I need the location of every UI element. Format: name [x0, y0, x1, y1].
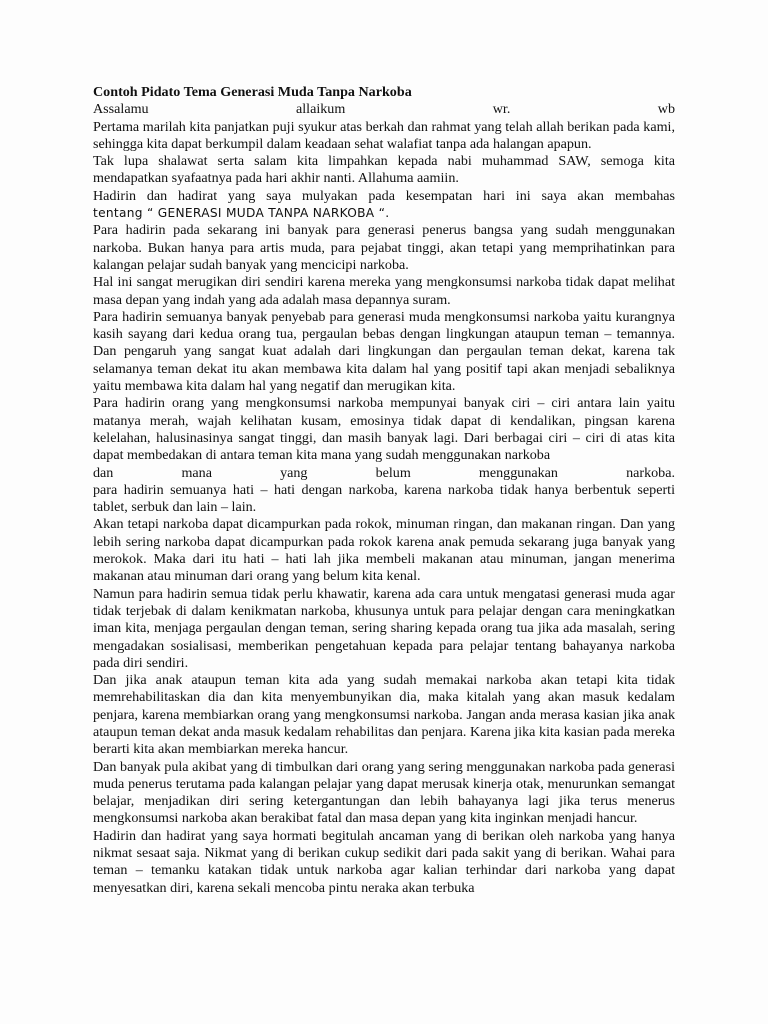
- paragraph-4: Para hadirin pada sekarang ini banyak para generasi penerus bangsa yang sudah menggunakan narkoba. Bukan hanya para artis muda, para pejabat tinggi, akan tetapi yang memprihatinkan para kalangan pelajar sudah banyak yang mencicipi narkoba.: [93, 222, 675, 273]
- paragraph-10: Dan jika anak ataupun teman kita ada yang sudah memakai narkoba akan tetapi kita tidak memrehabilitaskan dia dan kita menyembunyikan dia, maka kitalah yang akan masuk kedalam penjara, karena membiarkan orang yang mengkonsumsi narkoba. Jangan anda merasa kasian jika anak ataupun teman dekat anda masuk kedalam rehabilitas dan penjara. Karena jika kita kasian pada mereka berarti kita akan membiarkan mereka hancur.: [93, 672, 675, 758]
- paragraph-7-tail: para hadirin semuanya hati – hati dengan narkoba, karena narkoba tidak hanya berbentuk seperti tablet, serbuk dan lain – lain.: [93, 481, 675, 516]
- document-title: Contoh Pidato Tema Generasi Muda Tanpa Narkoba: [93, 84, 412, 100]
- paragraph-11: Dan banyak pula akibat yang di timbulkan dari orang yang sering menggunakan narkoba pada generasi muda penerus terutama pada kalangan pelajar yang dapat merusak kinerja otak, menurunkan semangat belajar, menjadikan diri sering ketergantungan dan lebih bahayanya lagi jika terus menerus mengkonsumsi narkoba akan berakibat fatal dan masa depan yang kita inginkan menjadi hancur.: [93, 758, 675, 827]
- paragraph-5: Hal ini sangat merugikan diri sendiri karena mereka yang mengkonsumsi narkoba tidak dapat melihat masa depan yang indah yang ada adalah masa depannya suram.: [93, 274, 675, 308]
- paragraph-9: Namun para hadirin semua tidak perlu khawatir, karena ada cara untuk mengatasi generasi muda agar tidak terjebak di dalam kenikmatan narkoba, khusunya untuk para pelajar dengan cara meningkatkan iman kita, menjaga pergaulan dengan teman, sering sharing kepada orang tua jika ada masalah, sering mengadakan sosialisasi, memberikan pengetahuan kepada para pelajar tentang bahayanya narkoba pada diri sendiri.: [93, 585, 675, 671]
- paragraph-3-line-2: tentang “ GENERASI MUDA TANPA NARKOBA “.: [93, 206, 390, 221]
- paragraph-7-spread-line: dan mana yang belum menggunakan narkoba.: [93, 464, 675, 481]
- paragraph-8: Akan tetapi narkoba dapat dicampurkan pada rokok, minuman ringan, dan makanan ringan. Dan yang lebih sering narkoba dapat dicampurkan pada rokok karena anak pemuda sekarang juga banyak yang merokok. Maka dari itu hati – hati lah jika membeli makanan atau minuman, jangan menerima makanan atau minuman dari orang yang belum kita kenal.: [93, 516, 675, 585]
- paragraph-3: [93, 188, 675, 223]
- greeting-line: Assalamu allaikum wr. wb: [93, 101, 675, 118]
- paragraph-1: Pertama marilah kita panjatkan puji syukur atas berkah dan rahmat yang telah allah berikan pada kami, sehingga kita dapat berkumpil dalam keadaan sehat walafiat tanpa ada halangan apapun.: [93, 118, 675, 152]
- paragraph-7-body: Para hadirin orang yang mengkonsumsi narkoba mempunyai banyak ciri – ciri antara lain yaitu matanya merah, wajah kelihatan kusam, emosinya tidak dapat di kendalikan, pingsan karena kelelahan, halusinasinya sangat tinggi, dan masih banyak lagi. Dari berbagai ciri – ciri di atas kita dapat membedakan di antara teman kita mana yang sudah menggunakan narkoba: [93, 395, 675, 464]
- document-body: [93, 84, 675, 897]
- paragraph-2: Tak lupa shalawat serta salam kita limpahkan kepada nabi muhammad SAW, semoga kita mendapatkan syafaatnya pada hari akhir nanti. Allahuma aamiin.: [93, 153, 675, 187]
- paragraph-6: Para hadirin semuanya banyak penyebab para generasi muda mengkonsumsi narkoba yaitu kurangnya kasih sayang dari kedua orang tua, pergaulan bebas dengan lingkungan ataupun teman – temannya. Dan pengaruh yang sangat kuat adalah dari lingkungan dan pergaulan teman dekat, karena tak selamanya teman dekat itu akan membawa kita dalam hal yang positif tapi akan menjadi sebaliknya yaitu membawa kita dalam hal yang negatif dan merugikan kita.: [93, 308, 675, 395]
- paragraph-7: [93, 395, 675, 516]
- paragraph-12: Hadirin dan hadirat yang saya hormati begitulah ancaman yang di berikan oleh narkoba yang hanya nikmat sesaat saja. Nikmat yang di berikan cukup sedikit dari pada sakit yang di berikan. Wahai para teman – temanku katakan tidak untuk narkoba agar kalian terhindar dari narkoba yang dapat menyesatkan diri, karena sekali mencoba pintu neraka akan terbuka: [93, 827, 675, 896]
- paragraph-3-line-1: Hadirin dan hadirat yang saya mulyakan pada kesempatan hari ini saya akan membahas: [93, 187, 675, 204]
